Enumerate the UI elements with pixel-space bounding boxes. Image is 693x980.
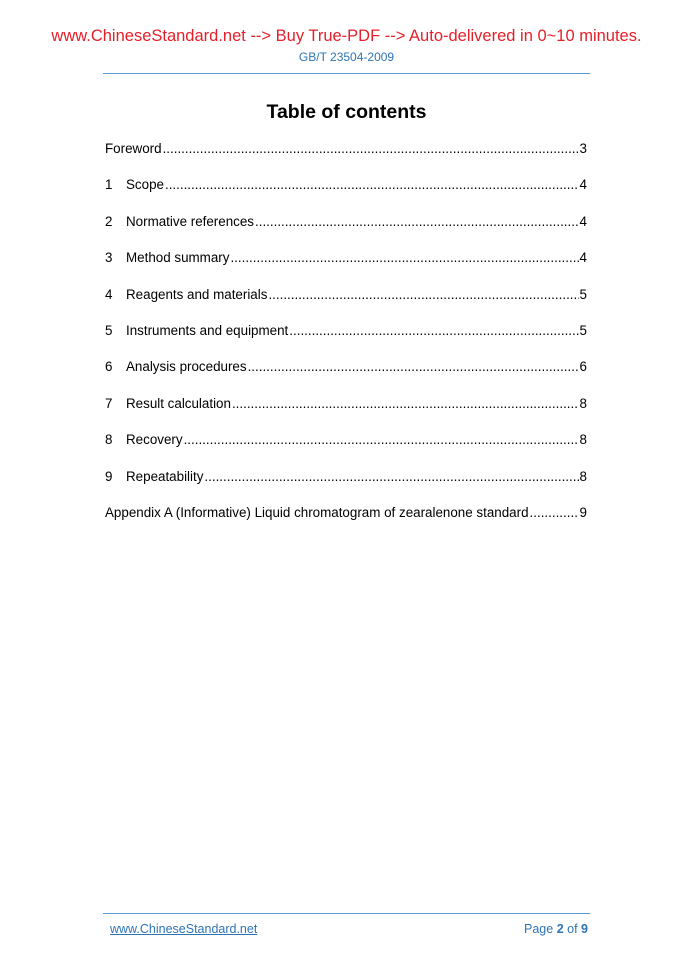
toc-dot-leader	[230, 250, 578, 265]
toc-entry-appendix-a[interactable]	[105, 505, 587, 541]
page-current: 2	[556, 922, 564, 936]
toc-dot-leader	[289, 323, 578, 338]
toc-entry-scope[interactable]	[105, 177, 587, 213]
footer-website-link[interactable]: www.ChineseStandard.net	[110, 922, 258, 936]
toc-entry-text: Instruments and equipment	[126, 322, 289, 338]
toc-entry-number: 1	[105, 177, 113, 193]
page-indicator	[524, 922, 588, 936]
promo-banner[interactable]: www.ChineseStandard.net --> Buy True-PDF --> Auto-delivered in 0~10 minutes.	[51, 27, 642, 45]
page-total: 9	[581, 922, 588, 936]
toc-dot-leader	[163, 141, 579, 156]
toc-entry-normative-references[interactable]	[105, 214, 587, 250]
page-of: of	[567, 922, 578, 936]
toc-entry-text: Recovery	[126, 432, 183, 448]
toc-entry-page: 3	[579, 141, 587, 156]
toc-entry-number: 5	[105, 322, 113, 338]
toc-dot-leader	[232, 396, 579, 411]
toc-entry-page: 5	[579, 286, 587, 302]
toc-dot-leader	[248, 359, 579, 374]
toc-entry-page: 8	[579, 468, 587, 484]
toc-entry-text: Normative references	[126, 213, 255, 229]
footer-divider	[103, 913, 590, 914]
toc-entry-number: 3	[105, 250, 113, 266]
toc-entry-analysis-procedures[interactable]	[105, 359, 587, 395]
toc-entry-recovery[interactable]	[105, 432, 587, 468]
toc-entry-page: 8	[579, 395, 587, 411]
document-code: GB/T 23504-2009	[298, 50, 395, 64]
toc-dot-leader	[268, 287, 578, 302]
toc-entry-number: 9	[105, 468, 113, 484]
toc-dot-leader	[204, 469, 578, 484]
toc-entry-text: Foreword	[105, 141, 162, 156]
toc-entry-number: 6	[105, 359, 113, 375]
toc-entry-number: 8	[105, 432, 113, 448]
toc-entry-instruments-and-equipment[interactable]	[105, 323, 587, 359]
toc-entry-text: Method summary	[126, 250, 230, 266]
toc-entry-text: Repeatability	[126, 468, 204, 484]
toc-entry-reagents-and-materials[interactable]	[105, 287, 587, 323]
header-divider	[103, 73, 590, 74]
toc-entry-method-summary[interactable]	[105, 250, 587, 286]
toc-entry-text: Result calculation	[126, 395, 231, 411]
toc-entry-repeatability[interactable]	[105, 469, 587, 505]
toc-entry-page: 5	[579, 322, 587, 338]
toc-entry-text: Analysis procedures	[126, 359, 247, 375]
toc-entry-number: 4	[105, 286, 113, 302]
toc-entry-page: 6	[579, 359, 587, 375]
toc-entry-number: 7	[105, 395, 113, 411]
page-prefix: Page	[524, 922, 554, 936]
toc-dot-leader	[184, 432, 579, 447]
toc-entry-foreword[interactable]	[105, 141, 587, 177]
toc-entry-text: Reagents and materials	[126, 286, 268, 302]
toc-entry-text: Appendix A (Informative) Liquid chromatogram of zearalenone standard	[105, 504, 529, 520]
toc-entry-result-calculation[interactable]	[105, 396, 587, 432]
toc-entry-page: 4	[579, 177, 587, 193]
toc-title: Table of contents	[266, 101, 427, 123]
toc-dot-leader	[165, 177, 579, 192]
toc-entry-page: 9	[579, 504, 587, 520]
toc-entry-page: 4	[579, 213, 587, 229]
toc-list	[105, 141, 587, 541]
toc-entry-page: 4	[579, 250, 587, 266]
toc-entry-number: 2	[105, 213, 113, 229]
toc-dot-leader	[255, 214, 579, 229]
toc-dot-leader	[530, 505, 579, 520]
toc-entry-text: Scope	[126, 177, 164, 193]
toc-entry-page: 8	[579, 432, 587, 448]
